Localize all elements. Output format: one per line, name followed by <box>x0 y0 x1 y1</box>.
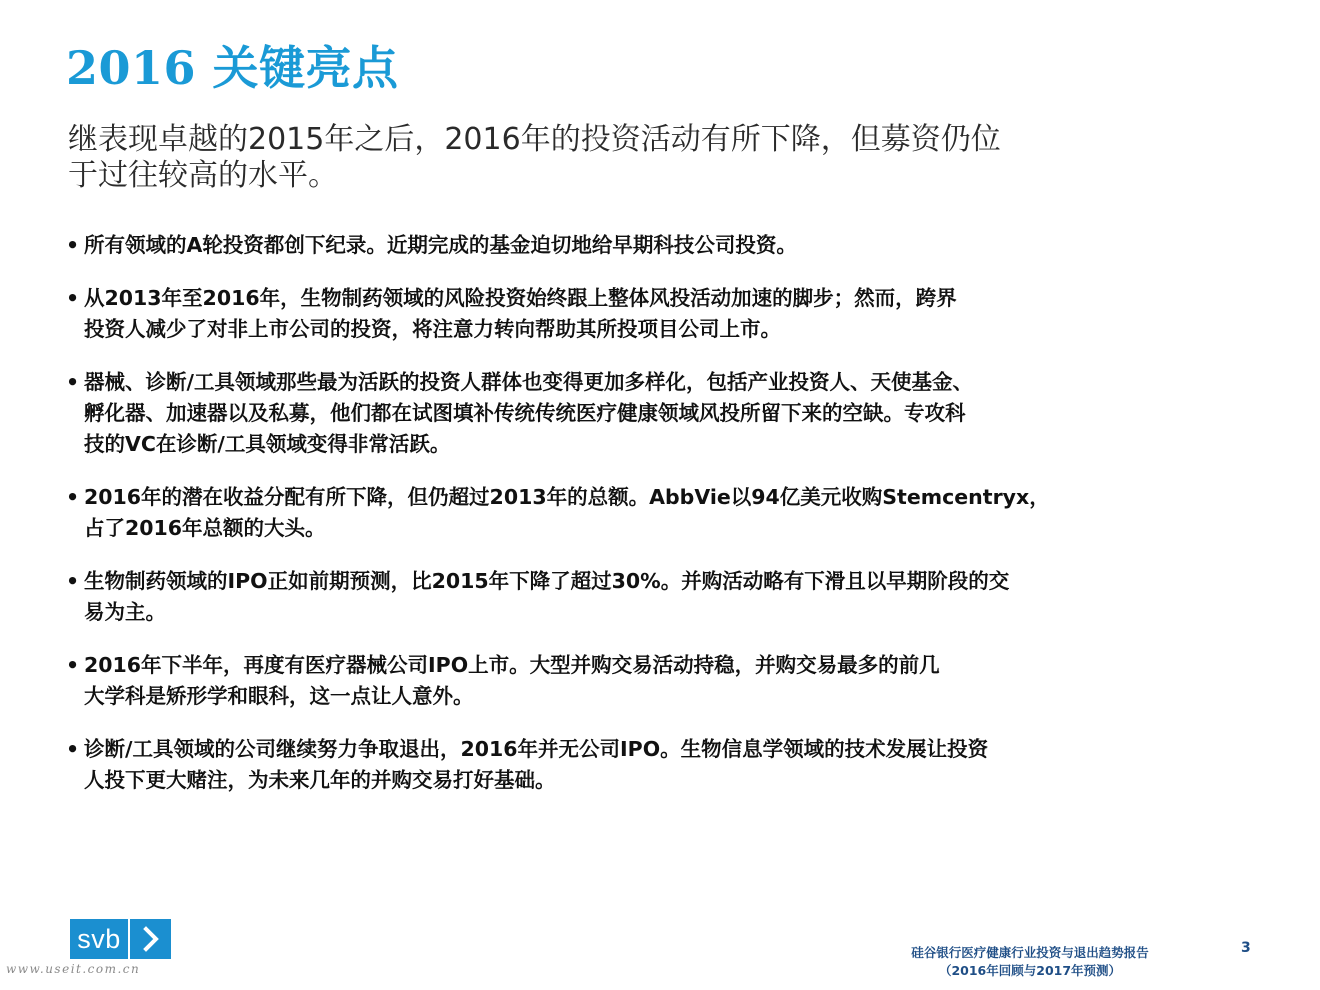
highlight-item <box>64 566 1254 628</box>
slide-subtitle <box>68 122 1088 194</box>
highlight-line: 2016年下半年，再度有医疗器械公司IPO上市。大型并购交易活动持稳，并购交易最多的前几 <box>84 653 940 677</box>
highlight-line: 诊断/工具领域的公司继续努力争取退出，2016年并无公司IPO。生物信息学领域的技术发展让投资 <box>84 737 989 761</box>
bullet-marker: • <box>66 370 80 394</box>
bullet-marker: • <box>66 653 80 677</box>
highlight-item <box>64 650 1254 712</box>
highlight-item <box>64 734 1254 796</box>
highlight-line: 器械、诊断/工具领域那些最为活跃的投资人群体也变得更加多样化，包括产业投资人、天使基金、 <box>84 370 973 394</box>
highlight-line: 人投下更大赌注，为未来几年的并购交易打好基础。 <box>84 768 556 792</box>
highlights-list <box>64 230 1254 818</box>
subtitle-line-2: 于过往较高的水平。 <box>68 158 338 193</box>
highlight-line: 技的VC在诊断/工具领域变得非常活跃。 <box>84 432 451 456</box>
subtitle-line-1: 继表现卓越的2015年之后，2016年的投资活动有所下降，但募资仍位 <box>68 122 1001 157</box>
page-number: 3 <box>1241 940 1251 956</box>
report-title-line-2: （2016年回顾与2017年预测） <box>938 963 1122 978</box>
highlight-line: 生物制药领域的IPO正如前期预测，比2015年下降了超过30%。并购活动略有下滑且以早期阶段的交 <box>84 569 1010 593</box>
highlight-item <box>64 482 1254 544</box>
bullet-marker: • <box>66 737 80 761</box>
svb-logo-text: svb <box>70 919 128 959</box>
highlight-line: 孵化器、加速器以及私募，他们都在试图填补传统传统医疗健康领域风投所留下来的空缺。专攻科 <box>84 401 966 425</box>
highlight-line: 易为主。 <box>84 600 166 624</box>
highlight-line: 从2013年至2016年，生物制药领域的风险投资始终跟上整体风投活动加速的脚步；然而，跨界 <box>84 286 957 310</box>
highlight-item <box>64 230 1254 261</box>
bullet-marker: • <box>66 485 80 509</box>
bullet-marker: • <box>66 569 80 593</box>
chevron-right-icon <box>130 919 171 959</box>
highlight-line: 2016年的潜在收益分配有所下降，但仍超过2013年的总额。AbbVie以94亿美元收购Stemcentryx， <box>84 485 1050 509</box>
bullet-marker: • <box>66 286 80 310</box>
highlight-line: 大学科是矫形学和眼科，这一点让人意外。 <box>84 684 474 708</box>
slide-title: 2016 关键亮点 <box>66 41 399 95</box>
watermark: www.useit.com.cn <box>6 962 141 976</box>
highlight-line: 投资人减少了对非上市公司的投资，将注意力转向帮助其所投项目公司上市。 <box>84 317 781 341</box>
bullet-marker: • <box>66 233 80 257</box>
svb-logo <box>70 919 171 959</box>
highlight-item <box>64 283 1254 345</box>
highlight-item <box>64 367 1254 460</box>
report-title <box>885 944 1175 980</box>
highlight-line: 占了2016年总额的大头。 <box>84 516 326 540</box>
highlight-line: 所有领域的A轮投资都创下纪录。近期完成的基金迫切地给早期科技公司投资。 <box>84 233 797 257</box>
report-title-line-1: 硅谷银行医疗健康行业投资与退出趋势报告 <box>911 945 1149 960</box>
